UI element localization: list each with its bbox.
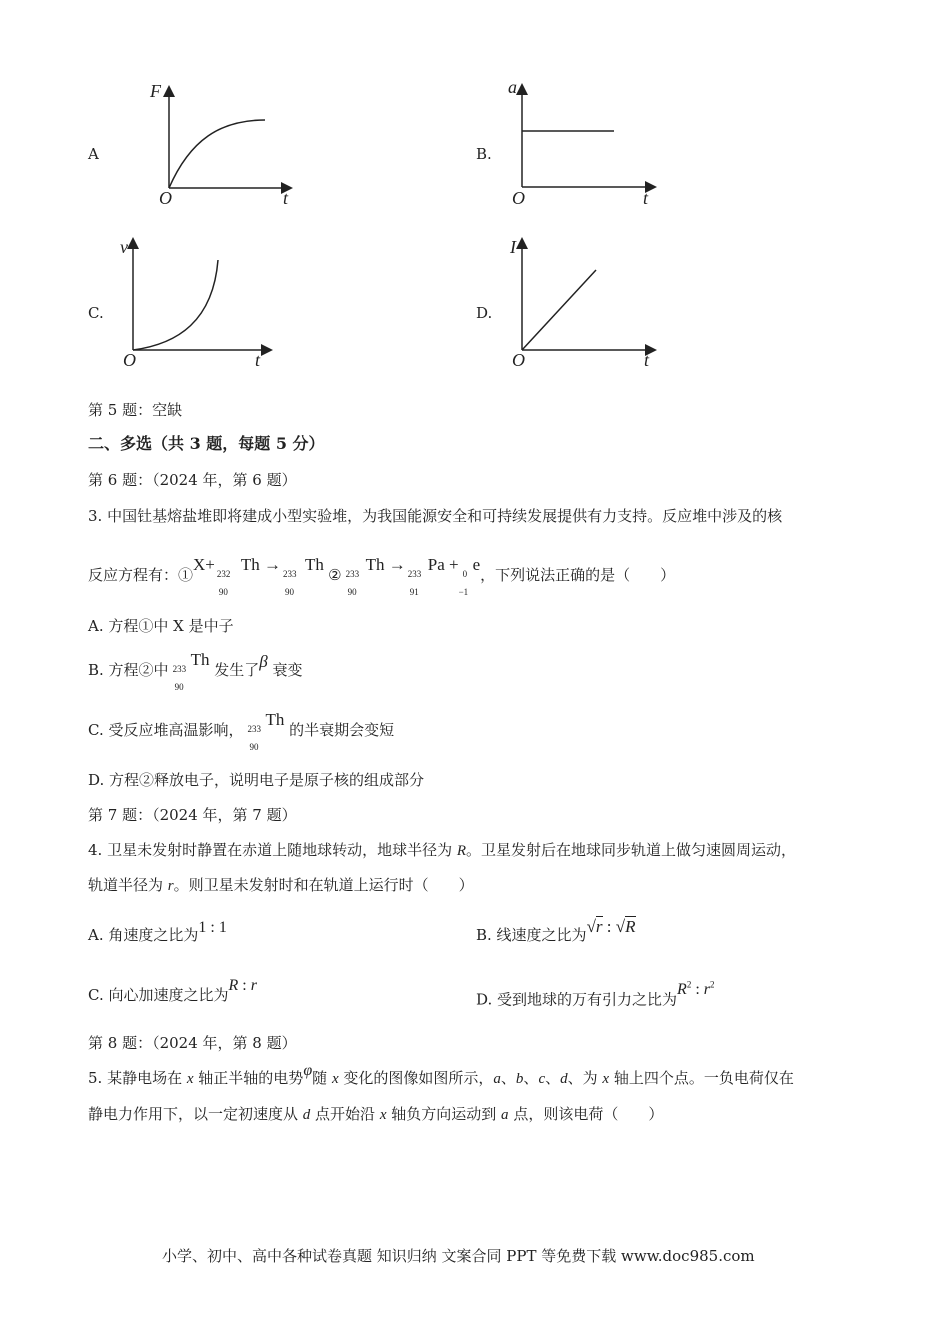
beta-symbol: β	[259, 652, 268, 671]
q6-optb-nuclide	[169, 650, 210, 692]
phi-symbol: φ	[303, 1062, 313, 1079]
q8-source: 第 8 题：（2024 年，第 8 题）	[88, 1034, 297, 1052]
q7-stem-line2: 轨道半径为 r。则卫星未发射时和在轨道上运行时（ ）	[88, 876, 474, 894]
eq1-plus: +	[205, 555, 215, 574]
graph-d-svg	[506, 236, 666, 371]
section-title: 二、多选（共 3 题，每题 5 分）	[88, 434, 325, 453]
y-axis-label: a	[508, 77, 517, 97]
e-z: −1	[458, 587, 469, 597]
option-c-label: C.	[88, 304, 104, 322]
q6-option-b	[88, 650, 303, 692]
origin-label: O	[512, 188, 525, 208]
q6-optb-post: 衰变	[272, 661, 303, 679]
origin-label: O	[123, 350, 136, 370]
q6-stem-line1: 3. 中国钍基熔盐堆即将建成小型实验堆，为我国能源安全和可持续发展提供有力支持。反应堆中涉及的核	[88, 507, 783, 525]
curve-saturating	[169, 120, 265, 188]
x-axis-label: t	[643, 188, 649, 208]
th233-z: 90	[285, 587, 295, 597]
eq2-th-z: 90	[347, 587, 357, 597]
option-b-label: B.	[476, 145, 492, 163]
sqrt-sign-1: √	[586, 917, 596, 936]
q6-option-a: A. 方程①中 X 是中子	[88, 617, 234, 635]
q6-stem-prefix: 反应方程有：①	[88, 566, 194, 584]
graph-c-svg	[118, 236, 278, 371]
page-footer: 小学、初中、高中各种试卷真题 知识归纳 文案合同 PPT 等免费下载 www.doc985.com	[162, 1247, 755, 1265]
q7-option-d: D. 受到地球的万有引力之比为$R^2$ : $r^2$	[476, 980, 715, 1009]
y-axis-label: I	[510, 237, 516, 257]
circ-2: ②	[328, 566, 342, 584]
optc-th-symbol: Th	[265, 710, 285, 729]
q5-note: 第 5 题：空缺	[88, 401, 183, 419]
linear-line	[522, 270, 596, 350]
eq1-arrow: →	[264, 555, 282, 574]
eq1-x: X	[193, 555, 206, 574]
q7-option-b: B. 线速度之比为√r : √R	[476, 917, 636, 944]
pa-z: 91	[409, 587, 419, 597]
q8-stem-line1: 5. 某静电场在 x 轴正半轴的电势φ随 x 变化的图像如图所示，a、b、c、d、为 x 轴上四个点。一负电荷仅在	[88, 1062, 794, 1087]
graph-a-svg	[150, 80, 310, 210]
q6-optb-pre: B. 方程②中	[88, 661, 169, 679]
e-symbol: e	[472, 555, 481, 574]
q7-opta-ratio: 1 : 1	[198, 919, 227, 936]
e-mass: 0	[462, 569, 468, 579]
graph-c	[118, 236, 278, 375]
option-a-label: A	[88, 145, 99, 163]
pa-mass: 233	[407, 569, 422, 579]
q6-optc-pre: C. 受反应堆高温影响，	[88, 721, 244, 739]
q7-stem-line1: 4. 卫星未发射时静置在赤道上随地球转动，地球半径为 R。卫星发射后在地球同步轨道上做匀速圆周运动，	[88, 841, 797, 859]
q7-source: 第 7 题：（2024 年，第 7 题）	[88, 806, 297, 824]
optb-th-mass: 233	[172, 664, 187, 674]
x-axis-label: t	[644, 350, 650, 370]
q7-optd-ratio: $R^2$ : $r^2$	[677, 980, 715, 999]
q6-source: 第 6 题：（2024 年，第 6 题）	[88, 471, 297, 489]
optb-th-z: 90	[174, 682, 184, 692]
pa-symbol: Pa	[427, 555, 445, 574]
q7-option-c: C. 向心加速度之比为R : r	[88, 977, 257, 1004]
graph-b	[506, 78, 666, 214]
th233-mass: 233	[283, 569, 297, 579]
q6-option-d: D. 方程②释放电子，说明电子是原子核的组成部分	[88, 771, 425, 789]
optc-th-mass: 233	[247, 724, 261, 734]
equation-1	[193, 555, 328, 597]
th232-symbol: Th	[240, 555, 260, 574]
origin-label: O	[159, 188, 172, 208]
q6-optc-nuclide	[243, 710, 285, 752]
th232-mass: 232	[216, 569, 231, 579]
q6-stem-line2	[88, 555, 676, 597]
optc-th-z: 90	[249, 742, 259, 752]
graph-a	[150, 80, 310, 214]
origin-label: O	[512, 350, 525, 370]
q7-optc-ratio: R : r	[228, 977, 257, 994]
th233-symbol: Th	[305, 555, 324, 574]
q6-optb-mid: 发生了	[214, 661, 260, 679]
q7-optb-ratio: √r : √R	[586, 917, 636, 936]
th232-z: 90	[218, 587, 228, 597]
graph-b-svg	[506, 78, 666, 210]
x-axis-label: t	[255, 350, 261, 370]
optb-th-symbol: Th	[190, 650, 210, 669]
eq2-arrow: →	[388, 555, 406, 574]
eq2-plus: +	[449, 555, 459, 574]
eq2-th-symbol: Th	[365, 555, 385, 574]
equation-2	[342, 555, 481, 597]
y-axis-label: v	[120, 237, 128, 257]
q6-optc-post: 的半衰期会变短	[289, 721, 395, 739]
x-axis-label: t	[283, 188, 289, 208]
sqrt-sign-2: √	[615, 917, 626, 936]
graph-d	[506, 236, 666, 375]
curve-exponential	[133, 260, 218, 350]
y-axis-label: F	[150, 81, 161, 101]
option-d-label: D.	[476, 304, 493, 322]
q8-stem-line2: 静电力作用下，以一定初速度从 d 点开始沿 x 轴负方向运动到 a 点，则该电荷（ ）	[88, 1105, 664, 1123]
q6-option-c	[88, 710, 395, 752]
q6-stem-suffix: ，下列说法正确的是（ ）	[480, 566, 676, 584]
eq2-th-mass: 233	[345, 569, 360, 579]
q7-option-a: A. 角速度之比为1 : 1	[88, 919, 227, 944]
